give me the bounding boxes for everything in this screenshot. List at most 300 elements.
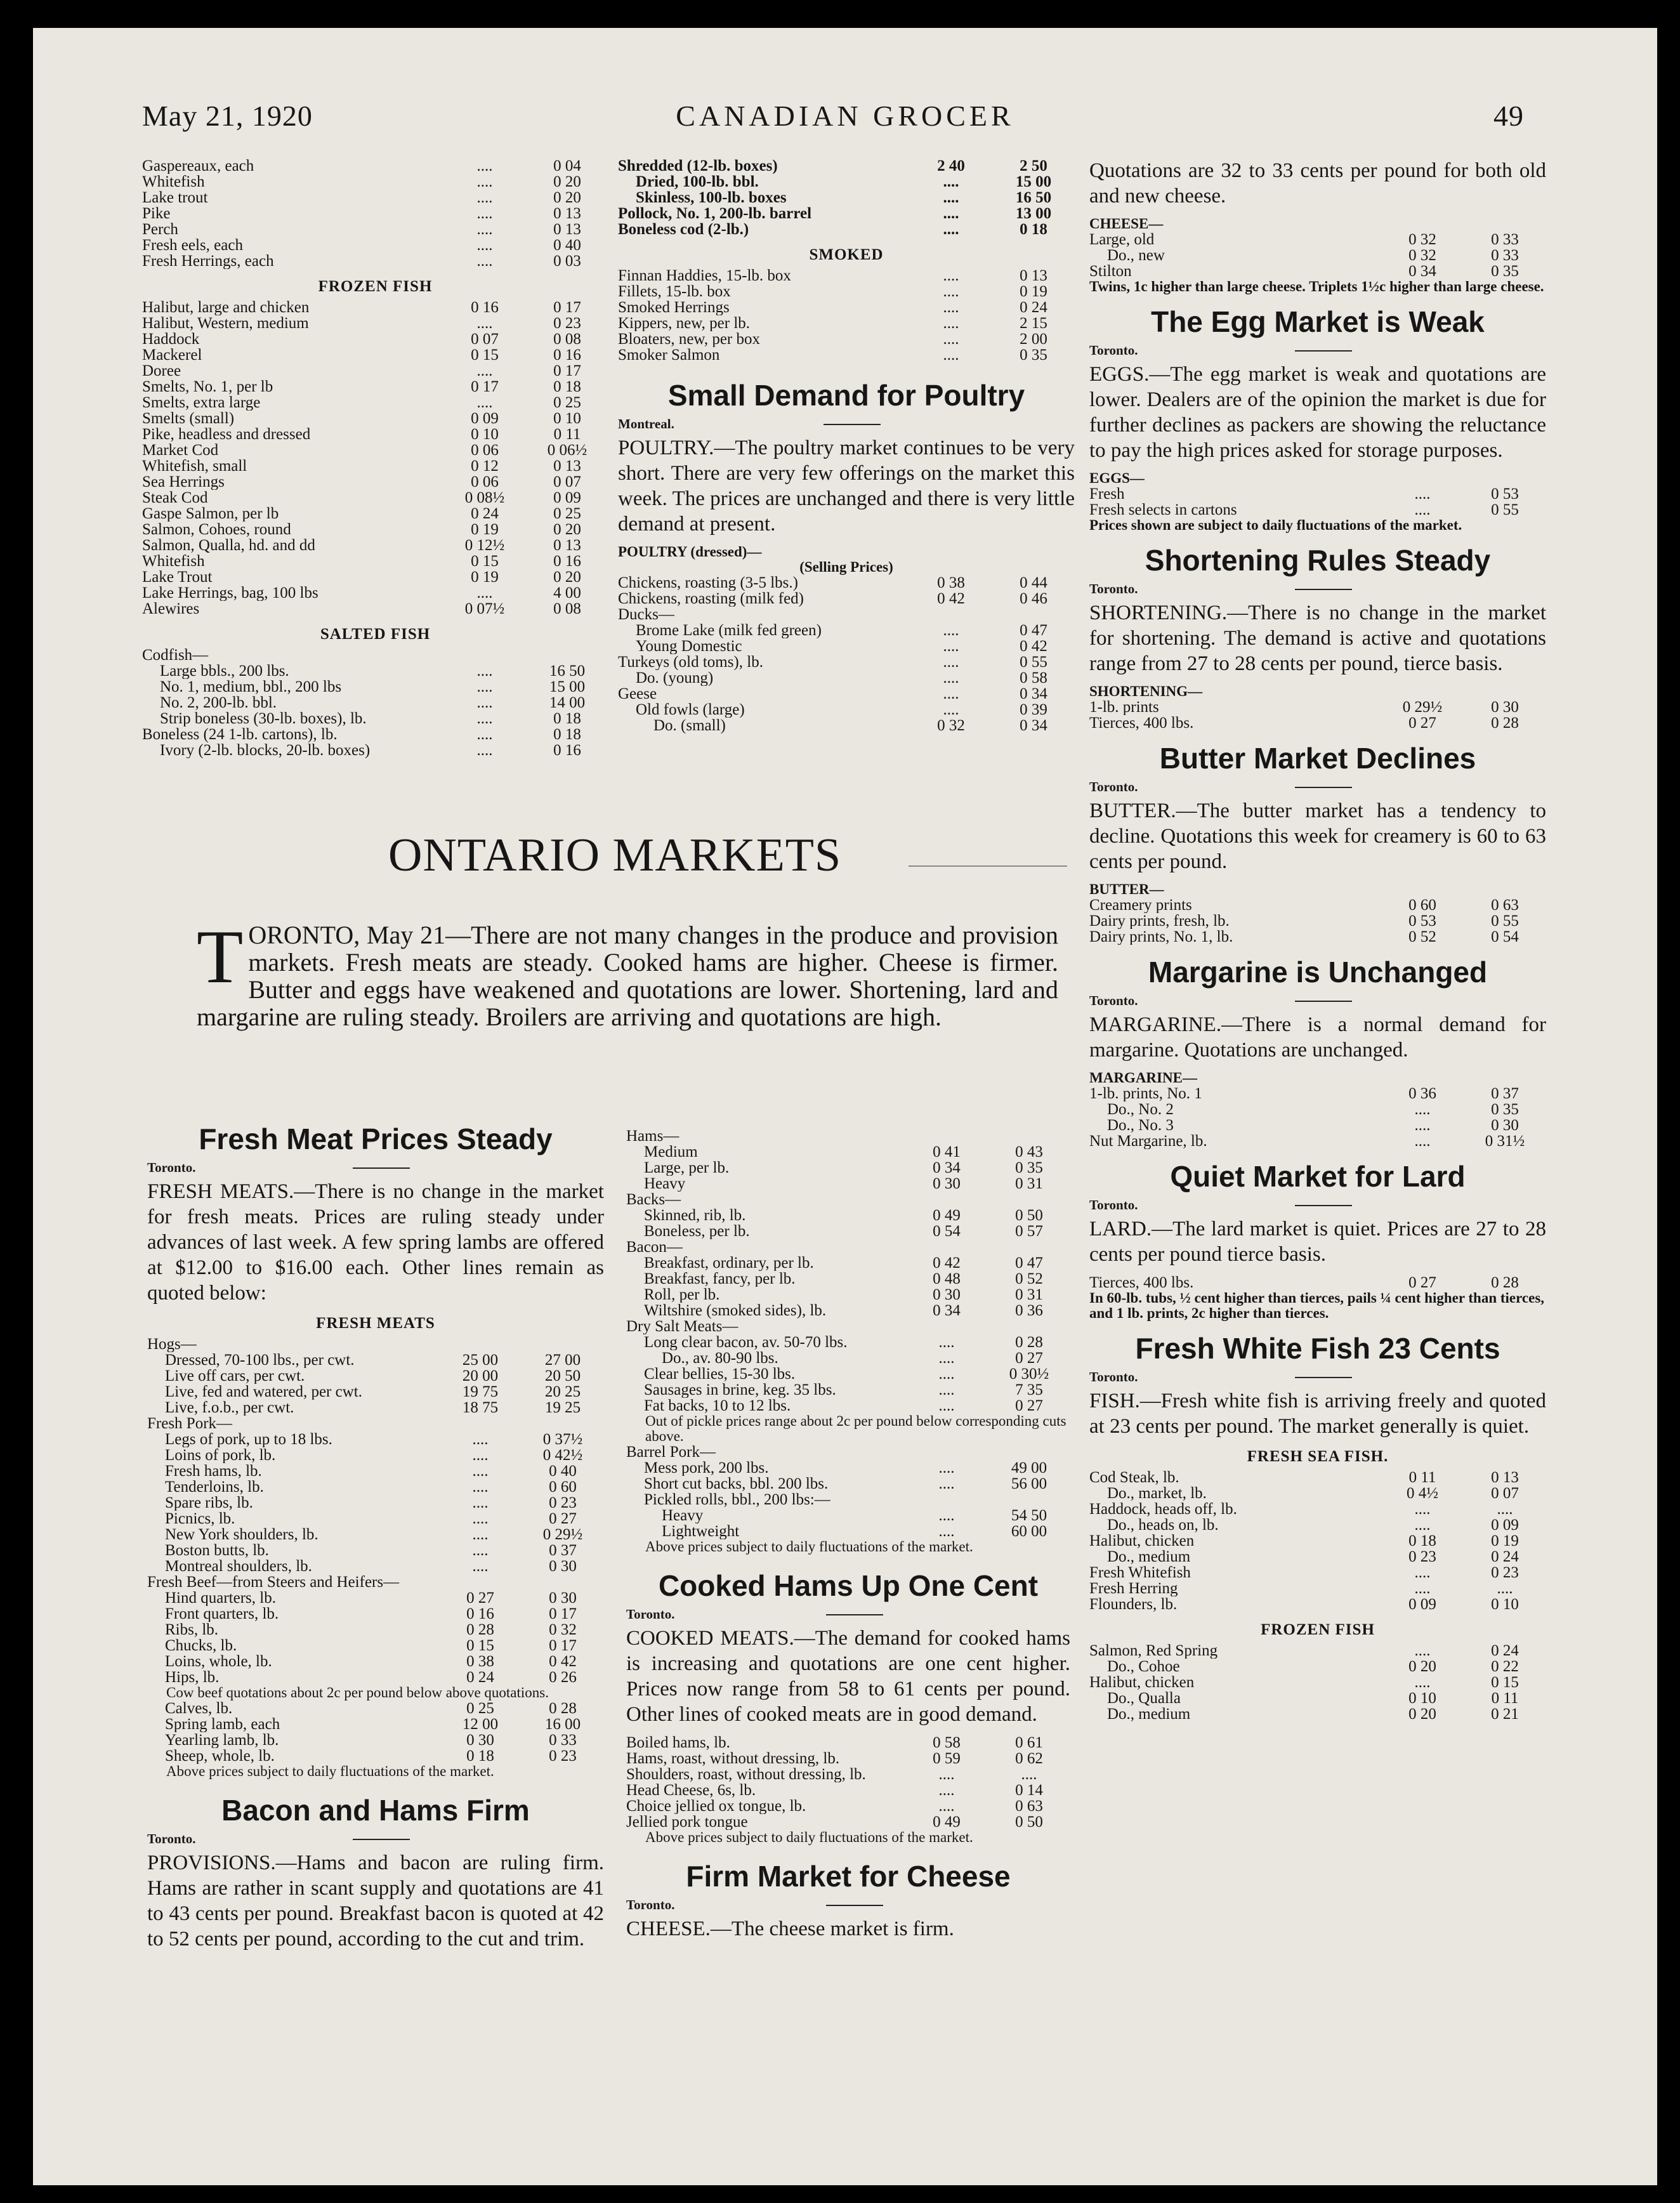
price-row: [618, 299, 1075, 315]
bacon-dateline: Toronto.: [147, 1831, 604, 1846]
price-row: [147, 1748, 604, 1764]
item-name: Turkeys (old toms), lb.: [618, 654, 763, 670]
price-high: 0 23: [1491, 1564, 1519, 1581]
price-row: [626, 1271, 1070, 1287]
price-row: [142, 331, 608, 347]
item-name: Picnics, lb.: [165, 1511, 235, 1527]
price-high: 0 62: [1015, 1750, 1043, 1767]
item-name: Whitefish: [142, 174, 205, 190]
price-low: 0 12½: [464, 537, 505, 554]
price-high: 0 37: [549, 1542, 577, 1559]
frozen-fish-title: FROZEN FISH: [318, 278, 433, 295]
item-name: Jellied pork tongue: [626, 1814, 748, 1830]
price-row: [618, 718, 1075, 733]
price-low: ....: [476, 189, 493, 206]
price-low: 0 49: [933, 1207, 961, 1224]
item-name: Fresh: [1089, 486, 1125, 502]
item-name: Stilton: [1089, 263, 1132, 279]
price-low: 0 17: [471, 378, 499, 395]
item-name: Ribs, lb.: [165, 1622, 219, 1638]
price-high: 0 53: [1491, 485, 1519, 503]
price-row: [147, 1654, 604, 1669]
item-name: Do. (small): [653, 718, 726, 733]
price-row: [1089, 1706, 1546, 1722]
price-high: 0 30½: [1009, 1365, 1049, 1383]
item-name: Halibut, Western, medium: [142, 315, 309, 331]
price-row: [147, 1638, 604, 1654]
price-row: [626, 1192, 1070, 1207]
price-row: [626, 1239, 1070, 1255]
price-high: 0 25: [553, 394, 581, 411]
price-row: [147, 1606, 604, 1622]
price-low: 0 24: [466, 1669, 494, 1686]
item-name: Fillets, 15-lb. box: [618, 284, 731, 299]
price-high: 0 08: [553, 600, 581, 617]
price-row: [147, 1447, 604, 1463]
item-name: Breakfast, ordinary, per lb.: [644, 1255, 814, 1271]
item-name: Clear bellies, 15-30 lbs.: [644, 1366, 796, 1382]
price-high: 0 09: [1491, 1516, 1519, 1534]
price-low: [905, 1319, 988, 1334]
poultry-body: POULTRY.—The poultry market continues to be very short. There are very few offerings on the market this week. The prices are unchanged and there is very little demand at present.: [618, 437, 1075, 536]
price-row: [618, 575, 1075, 591]
price-row: [1089, 1086, 1546, 1102]
item-name: Choice jellied ox tongue, lb.: [626, 1798, 806, 1814]
price-low: ....: [472, 1494, 489, 1511]
price-low: 0 27: [1408, 714, 1436, 732]
price-high: [988, 1192, 1070, 1207]
price-low: ....: [476, 662, 493, 680]
price-row: [147, 1479, 604, 1495]
price-high: [988, 1128, 1070, 1144]
item-name: Lake trout: [142, 190, 208, 206]
price-high: 0 50: [1015, 1813, 1043, 1831]
price-row: [142, 299, 608, 315]
price-low: ....: [943, 267, 959, 284]
item-name: Dry Salt Meats—: [626, 1319, 738, 1334]
price-row: [626, 1398, 1070, 1414]
cheese-dateline: Toronto.: [626, 1897, 1070, 1912]
price-high: 0 35: [1020, 346, 1047, 364]
price-low: 0 30: [933, 1286, 961, 1303]
price-low: ....: [476, 253, 493, 270]
freshmeat-heading: Fresh Meat Prices Steady: [199, 1122, 553, 1155]
price-low: 0 20: [1408, 1706, 1436, 1723]
price-low: ....: [1414, 1674, 1431, 1691]
price-row: [618, 190, 1075, 206]
price-high: 0 11: [1491, 1690, 1519, 1707]
item-name: Salmon, Cohoes, round: [142, 522, 291, 537]
price-high: 15 00: [1015, 173, 1052, 190]
price-row: [618, 221, 1075, 237]
price-low: 0 54: [933, 1223, 961, 1240]
price-low: 0 32: [1408, 247, 1436, 264]
price-high: 0 13: [1491, 1469, 1519, 1486]
item-name: Hogs—: [147, 1336, 197, 1352]
item-name: Steak Cod: [142, 490, 208, 506]
item-name: Pike, headless and dressed: [142, 426, 311, 442]
price-high: 2 00: [1020, 331, 1047, 348]
eggs-dateline: Toronto.: [1089, 343, 1546, 358]
item-name: Flounders, lb.: [1089, 1596, 1178, 1612]
price-row: [142, 158, 608, 174]
price-low: ....: [476, 584, 493, 602]
price-low: ....: [1414, 1564, 1431, 1581]
item-name: Breakfast, fancy, per lb.: [644, 1271, 796, 1287]
item-name: Legs of pork, up to 18 lbs.: [165, 1431, 332, 1447]
price-low: 25 00: [462, 1351, 499, 1369]
price-low: 0 48: [933, 1270, 961, 1287]
item-name: Ivory (2-lb. blocks, 20-lb. boxes): [160, 742, 371, 758]
price-row: [1089, 913, 1546, 929]
price-high: 0 28: [1491, 1274, 1519, 1291]
item-name: Sausages in brine, keg. 35 lbs.: [644, 1382, 836, 1398]
freshmeat-table: [147, 1336, 604, 1685]
freshmeat-table-title: FRESH MEATS: [316, 1315, 435, 1332]
price-high: 0 30: [549, 1589, 577, 1607]
item-name: Hips, lb.: [165, 1669, 220, 1685]
price-high: 0 13: [553, 205, 581, 222]
price-row: [1089, 1549, 1546, 1565]
item-name: No. 1, medium, bbl., 200 lbs: [160, 679, 342, 695]
smoked-title: SMOKED: [809, 246, 884, 263]
price-low: 0 42: [937, 590, 965, 607]
price-high: 0 20: [553, 521, 581, 538]
item-name: Smelts (small): [142, 411, 235, 426]
price-row: [1089, 486, 1546, 502]
lower-col2: [626, 1128, 1070, 1949]
price-row: [618, 268, 1075, 284]
price-high: 0 42: [549, 1653, 577, 1670]
price-row: [618, 284, 1075, 299]
freshmeat-table-2: [147, 1700, 604, 1764]
eggs-body: EGGS.—The egg market is weak and quotations are lower. Dealers are of the opinion the market is due for further declines as packers are showing the reluctance to pay the high prices asked for storage purposes.: [1089, 363, 1546, 462]
price-low: ....: [1414, 1117, 1431, 1134]
price-low: 0 06: [471, 473, 499, 490]
price-row: [618, 607, 1075, 622]
price-row: [1089, 1133, 1546, 1149]
poultry-table: [618, 575, 1075, 733]
item-name: Loins, whole, lb.: [165, 1654, 272, 1669]
price-high: 0 10: [1491, 1596, 1519, 1613]
price-low: ....: [472, 1526, 489, 1543]
price-low: ....: [1414, 1516, 1431, 1534]
page-number: 49: [1493, 100, 1524, 132]
sea-fish-title: FRESH SEA FISH.: [1247, 1448, 1389, 1465]
price-row: [626, 1798, 1070, 1814]
price-row: [147, 1716, 604, 1732]
item-name: Smelts, extra large: [142, 395, 261, 411]
item-name: Smoked Herrings: [618, 299, 730, 315]
price-low: 0 15: [466, 1637, 494, 1654]
poultry-table-subtitle: (Selling Prices): [799, 559, 893, 575]
price-low: ....: [943, 685, 959, 702]
item-name: Lake Trout: [142, 569, 213, 585]
item-name: Boneless (24 1-lb. cartons), lb.: [142, 727, 338, 742]
lower-col1: [147, 1122, 604, 1959]
price-high: 0 63: [1015, 1798, 1043, 1815]
item-name: Do., No. 2: [1107, 1102, 1174, 1117]
price-low: ....: [1414, 501, 1431, 518]
price-high: 0 17: [549, 1637, 577, 1654]
price-low: ....: [943, 221, 959, 238]
price-high: 0 18: [553, 710, 581, 727]
price-row: [1089, 1659, 1546, 1674]
price-high: 0 23: [549, 1747, 577, 1765]
price-low: ....: [938, 1798, 955, 1815]
price-row: [147, 1431, 604, 1447]
page-date: May 21, 1920: [142, 100, 313, 132]
price-low: ....: [938, 1459, 955, 1476]
cheese-table-title: CHEESE—: [1089, 216, 1164, 232]
price-row: [142, 537, 608, 553]
item-name: Hind quarters, lb.: [165, 1590, 276, 1606]
item-name: Finnan Haddies, 15-lb. box: [618, 268, 791, 284]
price-high: 16 50: [1015, 189, 1052, 206]
butter-table: [1089, 897, 1546, 945]
item-name: Mess pork, 200 lbs.: [644, 1460, 769, 1476]
hams-note: Above prices subject to daily fluctuations of the market.: [645, 1539, 973, 1555]
price-low: 0 24: [471, 505, 499, 522]
butter-dateline: Toronto.: [1089, 779, 1546, 794]
shortening-table: [1089, 699, 1546, 731]
margarine-table-title: MARGARINE—: [1089, 1070, 1197, 1086]
price-row: [142, 490, 608, 506]
price-high: 15 00: [549, 678, 586, 695]
price-row: [142, 569, 608, 585]
price-low: ....: [1414, 1101, 1431, 1118]
item-name: Barrel Pork—: [626, 1444, 716, 1460]
item-name: Live, f.o.b., per cwt.: [165, 1400, 294, 1416]
price-row: [626, 1207, 1070, 1223]
price-row: [626, 1223, 1070, 1239]
item-name: Halibut, chicken: [1089, 1533, 1195, 1549]
item-name: Salmon, Red Spring: [1089, 1643, 1218, 1659]
price-high: 0 30: [1491, 1117, 1519, 1134]
price-high: 56 00: [1011, 1475, 1047, 1492]
margarine-table: [1089, 1086, 1546, 1149]
price-low: 0 07½: [464, 600, 505, 617]
price-high: [992, 607, 1075, 622]
price-row: [1089, 1485, 1546, 1501]
price-row: [147, 1400, 604, 1416]
lard-dateline: Toronto.: [1089, 1197, 1546, 1213]
newspaper-page: [33, 28, 1657, 2185]
price-high: 0 04: [553, 157, 581, 174]
item-name: Do., new: [1107, 247, 1165, 263]
price-high: 0 07: [1491, 1485, 1519, 1502]
barrel-pork-table: [626, 1444, 1070, 1539]
price-high: 0 17: [553, 362, 581, 379]
item-name: Do. (young): [636, 670, 714, 686]
price-high: 0 17: [553, 299, 581, 316]
price-high: 0 08: [553, 331, 581, 348]
price-row: [142, 395, 608, 411]
price-high: 0 46: [1020, 590, 1047, 607]
price-low: 0 32: [937, 717, 965, 734]
dried-fish-table: [618, 158, 1075, 237]
price-high: 0 33: [1491, 231, 1519, 248]
price-row: [142, 442, 608, 458]
item-name: No. 2, 200-lb. bbl.: [160, 695, 277, 711]
price-row: [618, 315, 1075, 331]
item-name: Sea Herrings: [142, 474, 225, 490]
item-name: Haddock: [142, 331, 200, 347]
price-high: 0 37: [1491, 1085, 1519, 1102]
price-row: [142, 458, 608, 474]
lard-note: In 60-lb. tubs, ½ cent higher than tierces, pails ¼ cent higher than tierces, and 1 lb. prints, 2c higher than tierces.: [1089, 1290, 1545, 1321]
cheese-table: [1089, 232, 1546, 279]
butter-body: BUTTER.—The butter market has a tendency to decline. Quotations this week for creamery is 60 to 63 cents per pound.: [1089, 799, 1546, 873]
price-row: [142, 679, 608, 695]
price-low: ....: [943, 701, 959, 718]
price-row: [1089, 1501, 1546, 1517]
item-name: Do., Cohoe: [1107, 1659, 1180, 1674]
margarine-heading: Margarine is Unchanged: [1148, 956, 1488, 989]
price-low: 0 16: [466, 1605, 494, 1622]
item-name: Head Cheese, 6s, lb.: [626, 1782, 756, 1798]
price-row: [626, 1350, 1070, 1366]
price-row: [142, 553, 608, 569]
price-high: 4 00: [553, 584, 581, 602]
price-high: 0 19: [1020, 283, 1047, 300]
item-name: Roll, per lb.: [644, 1287, 720, 1303]
item-name: Shoulders, roast, without dressing, lb.: [626, 1766, 866, 1782]
price-high: 0 13: [1020, 267, 1047, 284]
item-name: Yearling lamb, lb.: [165, 1732, 279, 1748]
price-row: [1089, 1643, 1546, 1659]
price-high: 0 55: [1491, 912, 1519, 930]
price-row: [618, 331, 1075, 347]
price-high: 0 16: [553, 346, 581, 364]
price-high: 0 10: [553, 410, 581, 427]
price-row: [626, 1814, 1070, 1830]
price-row: [1089, 929, 1546, 945]
price-high: 19 25: [544, 1399, 581, 1416]
price-low: ....: [943, 173, 959, 190]
price-row: [142, 253, 608, 269]
price-row: [147, 1700, 604, 1716]
item-name: Smelts, No. 1, per lb: [142, 379, 273, 395]
item-name: Do., No. 3: [1107, 1117, 1174, 1133]
price-low: ....: [938, 1523, 955, 1540]
price-low: ....: [476, 173, 493, 190]
price-row: [147, 1558, 604, 1574]
price-low: ....: [476, 394, 493, 411]
price-high: ....: [1021, 1766, 1037, 1783]
item-name: Boston butts, lb.: [165, 1542, 269, 1558]
price-high: 0 24: [1491, 1642, 1519, 1659]
price-high: [522, 1416, 604, 1431]
price-low: 0 29½: [1402, 699, 1443, 716]
price-row: [1089, 502, 1546, 518]
price-low: 18 75: [462, 1399, 499, 1416]
price-row: [1089, 1674, 1546, 1690]
price-low: 0 19: [471, 569, 499, 586]
price-high: 0 54: [1491, 928, 1519, 945]
price-high: 0 26: [549, 1669, 577, 1686]
item-name: Do., market, lb.: [1107, 1485, 1207, 1501]
price-high: 0 35: [1491, 1101, 1519, 1118]
butter-heading: Butter Market Declines: [1159, 742, 1476, 775]
item-name: Lightweight: [662, 1523, 740, 1539]
price-row: [142, 315, 608, 331]
price-low: 0 11: [1408, 1469, 1436, 1486]
price-high: 0 28: [1015, 1334, 1043, 1351]
item-name: Strip boneless (30-lb. boxes), lb.: [160, 711, 367, 727]
item-name: Loins of pork, lb.: [165, 1447, 276, 1463]
item-name: Calves, lb.: [165, 1700, 233, 1716]
price-high: [988, 1492, 1070, 1508]
item-name: Chickens, roasting (3-5 lbs.): [618, 575, 798, 591]
price-high: 20 50: [544, 1367, 581, 1384]
price-row: [618, 347, 1075, 363]
price-low: 0 49: [933, 1813, 961, 1831]
freshmeat-body: FRESH MEATS.—There is no change in the market for fresh meats. Prices are ruling steady under advances of last week. A few spring lambs are offered at $12.00 to $16.00 each. Other lines remain as quoted below:: [147, 1180, 604, 1305]
price-high: 0 20: [553, 569, 581, 586]
item-name: Boneless cod (2-lb.): [618, 221, 749, 237]
price-low: 0 10: [471, 426, 499, 443]
price-high: 60 00: [1011, 1523, 1047, 1540]
item-name: Old fowls (large): [636, 702, 745, 718]
price-low: [905, 1492, 988, 1508]
price-high: 0 21: [1491, 1706, 1519, 1723]
item-name: Fresh eels, each: [142, 237, 243, 253]
price-low: 0 58: [933, 1734, 961, 1751]
price-high: 0 42½: [542, 1447, 583, 1464]
price-row: [618, 591, 1075, 607]
item-name: Hams—: [626, 1128, 679, 1144]
item-name: Skinless, 100-lb. boxes: [636, 190, 787, 206]
item-name: Fresh Herrings, each: [142, 253, 274, 269]
price-high: 0 61: [1015, 1734, 1043, 1751]
frozen-fish-table: [142, 299, 608, 617]
price-low: 0 12: [471, 457, 499, 475]
price-low: ....: [938, 1782, 955, 1799]
price-row: [147, 1527, 604, 1542]
item-name: Young Domestic: [636, 638, 742, 654]
price-high: 16 50: [549, 662, 586, 680]
price-high: ....: [1497, 1501, 1513, 1518]
item-name: Kippers, new, per lb.: [618, 315, 751, 331]
price-high: 0 33: [1491, 247, 1519, 264]
sea-fish-table: [1089, 1470, 1546, 1612]
price-low: ....: [1414, 1133, 1431, 1150]
cheese-heading: Firm Market for Cheese: [686, 1860, 1011, 1893]
price-low: ....: [1414, 1580, 1431, 1597]
price-row: [626, 1319, 1070, 1334]
price-low: 0 16: [471, 299, 499, 316]
item-name: Do., Qualla: [1107, 1690, 1181, 1706]
price-high: 0 33: [549, 1732, 577, 1749]
item-name: Montreal shoulders, lb.: [165, 1558, 312, 1574]
item-name: Wiltshire (smoked sides), lb.: [644, 1303, 827, 1319]
price-low: ....: [476, 362, 493, 379]
price-low: ....: [476, 742, 493, 759]
price-low: 0 07: [471, 331, 499, 348]
price-low: ....: [938, 1475, 955, 1492]
price-high: 0 63: [1491, 897, 1519, 914]
price-row: [142, 711, 608, 727]
price-high: [988, 1239, 1070, 1255]
price-row: [626, 1751, 1070, 1766]
price-low: 0 15: [471, 346, 499, 364]
price-row: [147, 1622, 604, 1638]
item-name: Pike: [142, 206, 171, 221]
price-low: 2 40: [937, 157, 965, 174]
price-low: ....: [943, 638, 959, 655]
frozen-fish-table-2: [1089, 1643, 1546, 1722]
